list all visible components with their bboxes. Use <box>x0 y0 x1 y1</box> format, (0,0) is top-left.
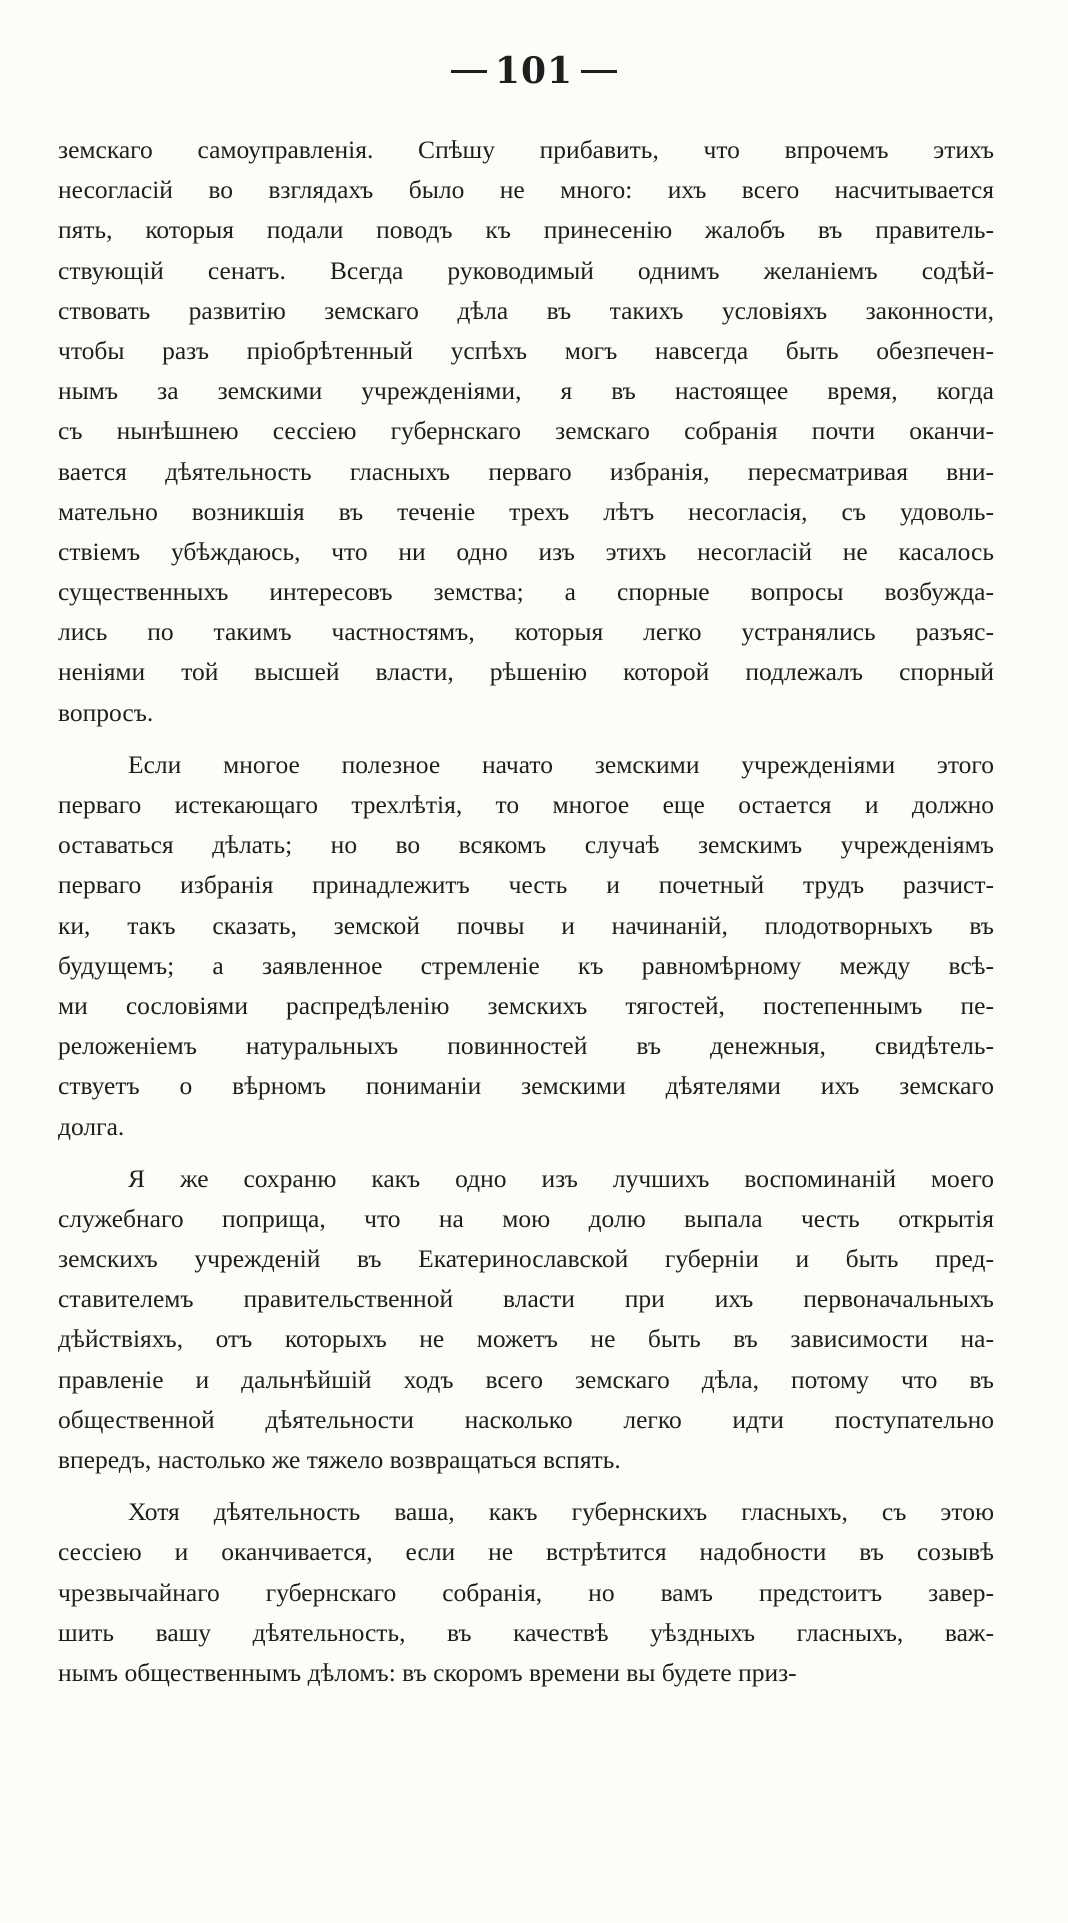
text-line: несогласій во взглядахъ было не много: ихъ всего насчитывается <box>58 175 994 205</box>
text-line: ствуетъ о вѣрномъ пониманіи земскими дѣятелями ихъ земскаго <box>58 1071 994 1101</box>
text-line: ствіемъ убѣждаюсь, что ни одно изъ этихъ несогласій не касалось <box>58 536 994 566</box>
text-line: мательно возникшія въ теченіе трехъ лѣтъ несогласія, съ удоволь- <box>58 496 994 526</box>
paragraph <box>58 745 994 1147</box>
text-line: Хотя дѣятельность ваша, какъ губернскихъ гласныхъ, съ этою <box>128 1497 994 1527</box>
paragraph-gap <box>58 1480 994 1492</box>
page-number <box>0 50 1068 92</box>
paragraph <box>58 1492 994 1693</box>
text-line: перваго избранія принадлежитъ честь и почетный трудъ разчист- <box>58 870 994 900</box>
text-line: ставителемъ правительственной власти при ихъ первоначальныхъ <box>58 1284 994 1314</box>
text-line: неніями той высшей власти, рѣшенію которой подлежалъ спорный <box>58 657 994 687</box>
text-line: перваго истекающаго трехлѣтія, то многое еще остается и должно <box>58 790 994 819</box>
text-line: Я же сохраню какъ одно изъ лучшихъ воспоминаній моего <box>128 1163 994 1193</box>
text-line: чрезвычайнаго губернскаго собранія, но вамъ предстоитъ завер- <box>58 1577 994 1607</box>
text-line: лись по такимъ частностямъ, которыя легко устранялись разъяс- <box>58 617 994 647</box>
paragraph-gap <box>58 1147 994 1159</box>
text-line: съ нынѣшнею сессіею губернскаго земскаго собранія почти оканчи- <box>58 416 994 446</box>
paragraph-gap <box>58 733 994 745</box>
text-line: сессіею и оканчивается, если не встрѣтится надобности въ созывѣ <box>58 1537 994 1567</box>
text-line: чтобы разъ пріобрѣтенный успѣхъ могъ навсегда быть обезпечен- <box>58 335 994 365</box>
text-line: служебнаго поприща, что на мою долю выпала честь открытія <box>58 1203 994 1233</box>
text-line: пять, которыя подали поводъ къ принесенію жалобъ въ правитель- <box>58 215 994 245</box>
text-line: ми сословіями распредѣленію земскихъ тягостей, постепеннымъ пе- <box>58 990 994 1020</box>
left-dash <box>451 70 487 73</box>
text-line: земскихъ учрежденій въ Екатеринославской губерніи и быть пред- <box>58 1244 994 1274</box>
text-line: долга. <box>58 1111 125 1141</box>
paragraph <box>58 130 994 733</box>
body-text <box>58 130 994 1693</box>
text-line: оставаться дѣлать; но во всякомъ случаѣ земскимъ учрежденіямъ <box>58 830 994 860</box>
text-line: существенныхъ интересовъ земства; а спорные вопросы возбуждa- <box>58 577 994 607</box>
text-line: нымъ общественнымъ дѣломъ: въ скоромъ времени вы будете приз- <box>58 1657 797 1687</box>
text-line: нымъ за земскими учрежденіями, я въ настоящее время, когда <box>58 376 994 406</box>
text-line: впередъ, настолько же тяжело возвращаться вспять. <box>58 1445 621 1474</box>
text-line: ки, такъ сказать, земской почвы и начинаній, плодотворныхъ въ <box>58 910 994 940</box>
text-line: правленіе и дальнѣйшій ходъ всего земскаго дѣла, потому что въ <box>58 1364 994 1394</box>
text-line: реложеніемъ натуральныхъ повинностей въ денежныя, свидѣтель- <box>58 1031 994 1061</box>
text-line: Если многое полезное начато земскими учрежденіями этого <box>128 749 994 779</box>
text-line: дѣйствіяхъ, отъ которыхъ не можетъ не быть въ зависимости на- <box>58 1324 994 1354</box>
text-line: вопросъ. <box>58 697 154 727</box>
text-line: общественной дѣятельности насколько легко идти поступательно <box>58 1404 994 1434</box>
text-line: земскаго самоуправленія. Спѣшу прибавить, что впрочемъ этихъ <box>58 135 994 164</box>
paragraph <box>58 1159 994 1481</box>
text-line: будущемъ; а заявленное стремленіе къ равномѣрному между всѣ- <box>58 950 994 980</box>
right-dash <box>581 70 617 73</box>
text-line: ствовать развитію земскаго дѣла въ такихъ условіяхъ законности, <box>58 295 994 325</box>
text-line: вается дѣятельность гласныхъ перваго избранія, пересматривая вни- <box>58 456 994 486</box>
page-number-text: 101 <box>494 50 574 92</box>
text-line: шить вашу дѣятельность, въ качествѣ уѣздныхъ гласныхъ, важ- <box>58 1617 994 1647</box>
text-line: ствующій сенатъ. Всегда руководимый однимъ желаніемъ содѣй- <box>58 255 994 285</box>
